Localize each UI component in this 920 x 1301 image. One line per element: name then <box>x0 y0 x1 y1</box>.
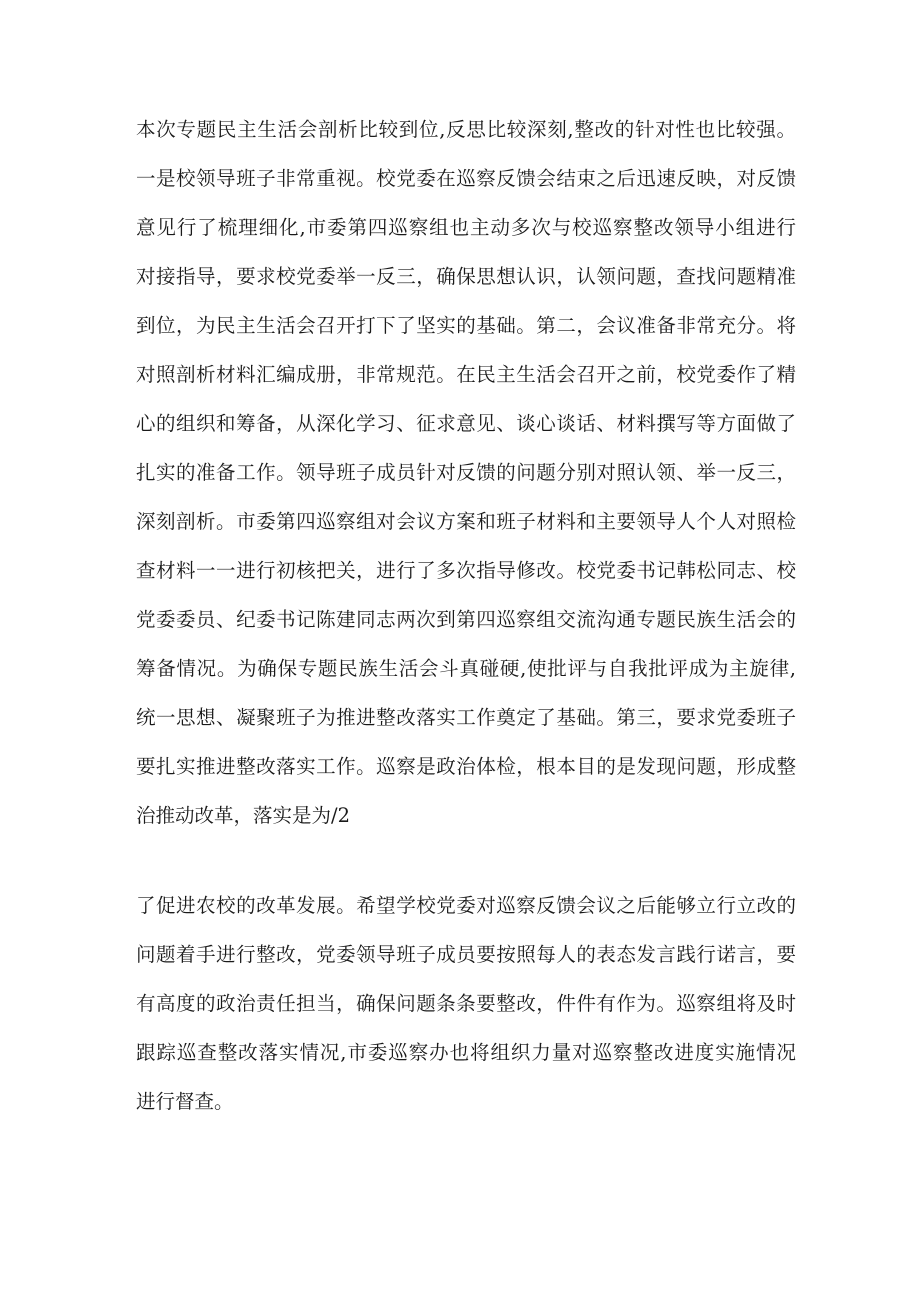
text-line: 扎实的准备工作。领导班子成员针对反馈的问题分别对照认领、举一反三， <box>136 461 796 484</box>
text-line: 统一思想、凝聚班子为推进整改落实工作奠定了基础。第三，要求党委班子 <box>136 706 796 729</box>
text-line: 了促进农校的改革发展。希望学校党委对巡察反馈会议之后能够立行立改的 <box>136 894 796 917</box>
text-line: 到位，为民主生活会召开打下了坚实的基础。第二，会议准备非常充分。将 <box>136 314 796 337</box>
text-line: 进行督查。 <box>136 1090 234 1113</box>
text-line: 对接指导，要求校党委举一反三，确保思想认识，认领问题，查找问题精准 <box>136 265 796 288</box>
text-line: 党委委员、纪委书记陈建同志两次到第四巡察组交流沟通专题民族生活会的 <box>136 608 796 631</box>
text-line: 心的组织和筹备，从深化学习、征求意见、谈心谈话、材料撰写等方面做了 <box>136 412 796 435</box>
text-line: 意见行了梳理细化,市委第四巡察组也主动多次与校巡察整改领导小组进行 <box>136 216 796 239</box>
text-line: 筹备情况。为确保专题民族生活会斗真碰硬,使批评与自我批评成为主旋律, <box>136 657 796 680</box>
text-line: 有高度的政治责任担当，确保问题条条要整改，件件有作为。巡察组将及时 <box>136 992 796 1015</box>
text-line: 跟踪巡查整改落实情况,市委巡察办也将组织力量对巡察整改进度实施情况 <box>136 1041 796 1064</box>
text-line: 对照剖析材料汇编成册，非常规范。在民主生活会召开之前，校党委作了精 <box>136 363 796 386</box>
text-line: 一是校领导班子非常重视。校党委在巡察反馈会结束之后迅速反映，对反馈 <box>136 167 796 190</box>
text-line: 深刻剖析。市委第四巡察组对会议方案和班子材料和主要领导人个人对照检 <box>136 510 796 533</box>
text-line: 治推动改革，落实是为/2 <box>136 804 350 827</box>
text-line: 问题着手进行整改，党委领导班子成员要按照每人的表态发言践行诺言，要 <box>136 943 796 966</box>
text-line: 要扎实推进整改落实工作。巡察是政治体检，根本目的是发现问题，形成整 <box>136 755 796 778</box>
text-line: 本次专题民主生活会剖析比较到位,反思比较深刻,整改的针对性也比较强。 <box>136 118 796 141</box>
text-line: 查材料一一进行初核把关，进行了多次指导修改。校党委书记韩松同志、校 <box>136 559 796 582</box>
